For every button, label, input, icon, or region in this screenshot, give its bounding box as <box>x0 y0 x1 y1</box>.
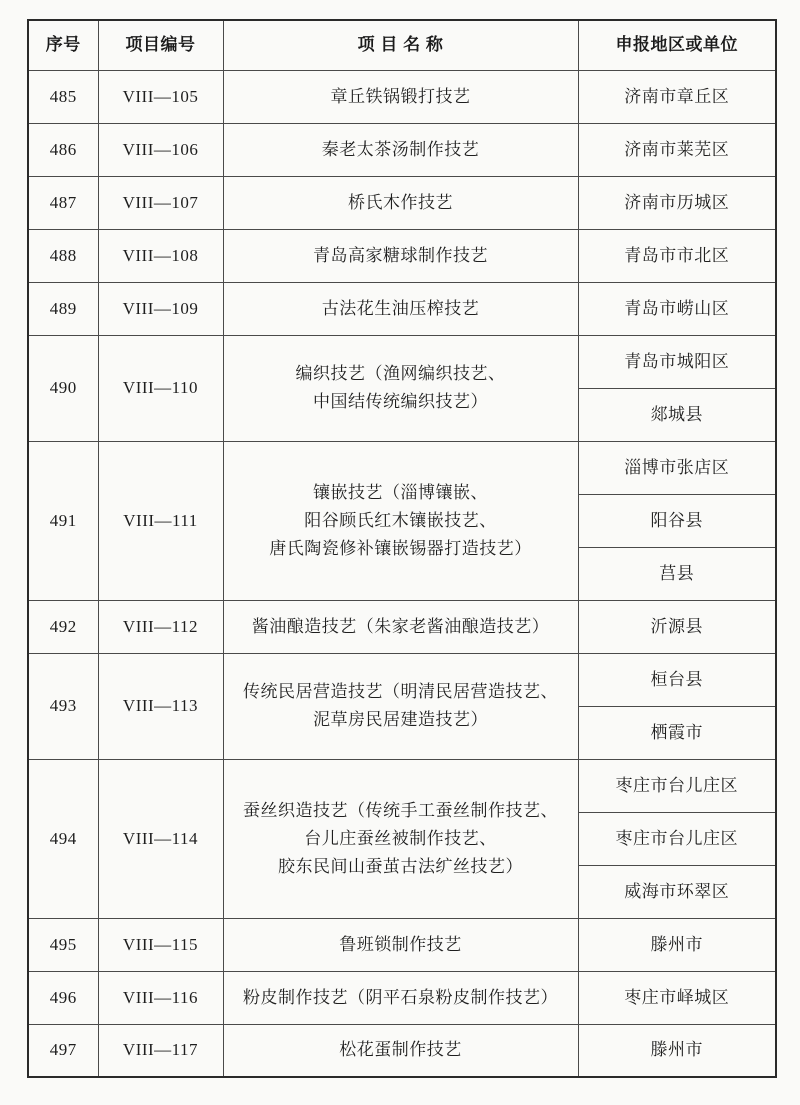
declaring-region-cell: 济南市历城区 <box>578 176 776 229</box>
declaring-region-cell: 栖霞市 <box>578 706 776 759</box>
table-row <box>28 229 776 282</box>
project-name-line: 阳谷顾氏红木镶嵌技艺、 <box>304 510 497 530</box>
project-name-line: 松花蛋制作技艺 <box>339 1040 462 1060</box>
project-name-cell <box>223 759 578 918</box>
serial-number-cell: 493 <box>28 653 98 759</box>
project-code-cell: VIII—116 <box>98 971 223 1024</box>
project-name-cell <box>223 1024 578 1077</box>
project-code-cell: VIII—115 <box>98 918 223 971</box>
project-name-line: 秦老太茶汤制作技艺 <box>321 139 480 159</box>
project-name-line: 章丘铁锅锻打技艺 <box>330 86 471 106</box>
serial-number-cell: 485 <box>28 70 98 123</box>
project-name-cell <box>223 282 578 335</box>
project-name-cell <box>223 335 578 441</box>
project-name-line: 泥草房民居建造技艺） <box>313 710 488 729</box>
declaring-region-cell: 青岛市市北区 <box>578 229 776 282</box>
serial-number-cell: 497 <box>28 1024 98 1077</box>
serial-number-cell: 496 <box>28 971 98 1024</box>
project-name-line: 中国结传统编织技艺） <box>313 392 488 411</box>
serial-number-cell: 486 <box>28 123 98 176</box>
project-code-cell: VIII—108 <box>98 229 223 282</box>
serial-number-cell: 492 <box>28 600 98 653</box>
project-name-cell <box>223 70 578 123</box>
project-code-cell: VIII—109 <box>98 282 223 335</box>
declaring-region-cell: 阳谷县 <box>578 494 776 547</box>
project-name-cell <box>223 229 578 282</box>
declaring-region-cell: 济南市莱芜区 <box>578 123 776 176</box>
header-serial-number: 序号 <box>28 20 98 70</box>
table-row <box>28 653 776 706</box>
project-name-cell <box>223 971 578 1024</box>
table-row <box>28 176 776 229</box>
table-row <box>28 70 776 123</box>
project-name-line: 编织技艺（渔网编织技艺、 <box>295 364 506 383</box>
table-row <box>28 123 776 176</box>
serial-number-cell: 489 <box>28 282 98 335</box>
project-name-line: 青岛高家糖球制作技艺 <box>313 245 488 265</box>
document-page <box>27 19 775 1078</box>
project-code-cell: VIII—117 <box>98 1024 223 1077</box>
declaring-region-cell: 滕州市 <box>578 918 776 971</box>
project-code-cell: VIII—112 <box>98 600 223 653</box>
project-name-line: 酱油酿造技艺（朱家老酱油酿造技艺） <box>251 616 550 636</box>
project-name-line: 镶嵌技艺（淄博镶嵌、 <box>313 482 488 502</box>
table-row <box>28 918 776 971</box>
table-row <box>28 600 776 653</box>
table-row <box>28 759 776 812</box>
declaring-region-cell: 济南市章丘区 <box>578 70 776 123</box>
project-name-cell <box>223 176 578 229</box>
declaring-region-cell: 滕州市 <box>578 1024 776 1077</box>
declaring-region-cell: 青岛市城阳区 <box>578 335 776 388</box>
project-code-cell: VIII—111 <box>98 441 223 600</box>
declaring-region-cell: 青岛市崂山区 <box>578 282 776 335</box>
project-name-line: 台儿庄蚕丝被制作技艺、 <box>304 828 497 848</box>
project-name-line: 唐氏陶瓷修补镶嵌锡器打造技艺） <box>269 538 532 558</box>
project-name-line: 古法花生油压榨技艺 <box>321 298 480 318</box>
project-name-line: 传统民居营造技艺（明清民居营造技艺、 <box>243 682 558 701</box>
declaring-region-cell: 枣庄市台儿庄区 <box>578 759 776 812</box>
project-name-cell <box>223 600 578 653</box>
serial-number-cell: 491 <box>28 441 98 600</box>
table-row <box>28 1024 776 1077</box>
project-code-cell: VIII—107 <box>98 176 223 229</box>
project-code-cell: VIII—113 <box>98 653 223 759</box>
declaring-region-cell: 枣庄市台儿庄区 <box>578 812 776 865</box>
project-name-line: 粉皮制作技艺（阴平石泉粉皮制作技艺） <box>243 987 558 1007</box>
project-code-cell: VIII—114 <box>98 759 223 918</box>
table-row <box>28 971 776 1024</box>
serial-number-cell: 495 <box>28 918 98 971</box>
project-code-cell: VIII—110 <box>98 335 223 441</box>
header-project-code: 项目编号 <box>98 20 223 70</box>
serial-number-cell: 487 <box>28 176 98 229</box>
serial-number-cell: 494 <box>28 759 98 918</box>
project-name-cell <box>223 123 578 176</box>
table-row <box>28 441 776 494</box>
declaring-region-cell: 郯城县 <box>578 388 776 441</box>
table-row <box>28 282 776 335</box>
heritage-projects-table <box>27 19 777 1078</box>
serial-number-cell: 490 <box>28 335 98 441</box>
table-row <box>28 335 776 388</box>
project-code-cell: VIII—105 <box>98 70 223 123</box>
serial-number-cell: 488 <box>28 229 98 282</box>
project-name-line: 蚕丝织造技艺（传统手工蚕丝制作技艺、 <box>243 800 558 820</box>
declaring-region-cell: 桓台县 <box>578 653 776 706</box>
declaring-region-cell: 威海市环翠区 <box>578 865 776 918</box>
declaring-region-cell: 莒县 <box>578 547 776 600</box>
declaring-region-cell: 淄博市张店区 <box>578 441 776 494</box>
project-name-line: 胶东民间山蚕茧古法纩丝技艺） <box>278 856 523 876</box>
header-project-name: 项 目 名 称 <box>223 20 578 70</box>
project-code-cell: VIII—106 <box>98 123 223 176</box>
project-name-line: 桥氏木作技艺 <box>348 192 453 212</box>
table-header-row <box>28 20 776 70</box>
header-declaring-region: 申报地区或单位 <box>578 20 776 70</box>
declaring-region-cell: 沂源县 <box>578 600 776 653</box>
project-name-cell <box>223 441 578 600</box>
project-name-cell <box>223 653 578 759</box>
project-name-cell <box>223 918 578 971</box>
project-name-line: 鲁班锁制作技艺 <box>339 934 462 954</box>
declaring-region-cell: 枣庄市峄城区 <box>578 971 776 1024</box>
